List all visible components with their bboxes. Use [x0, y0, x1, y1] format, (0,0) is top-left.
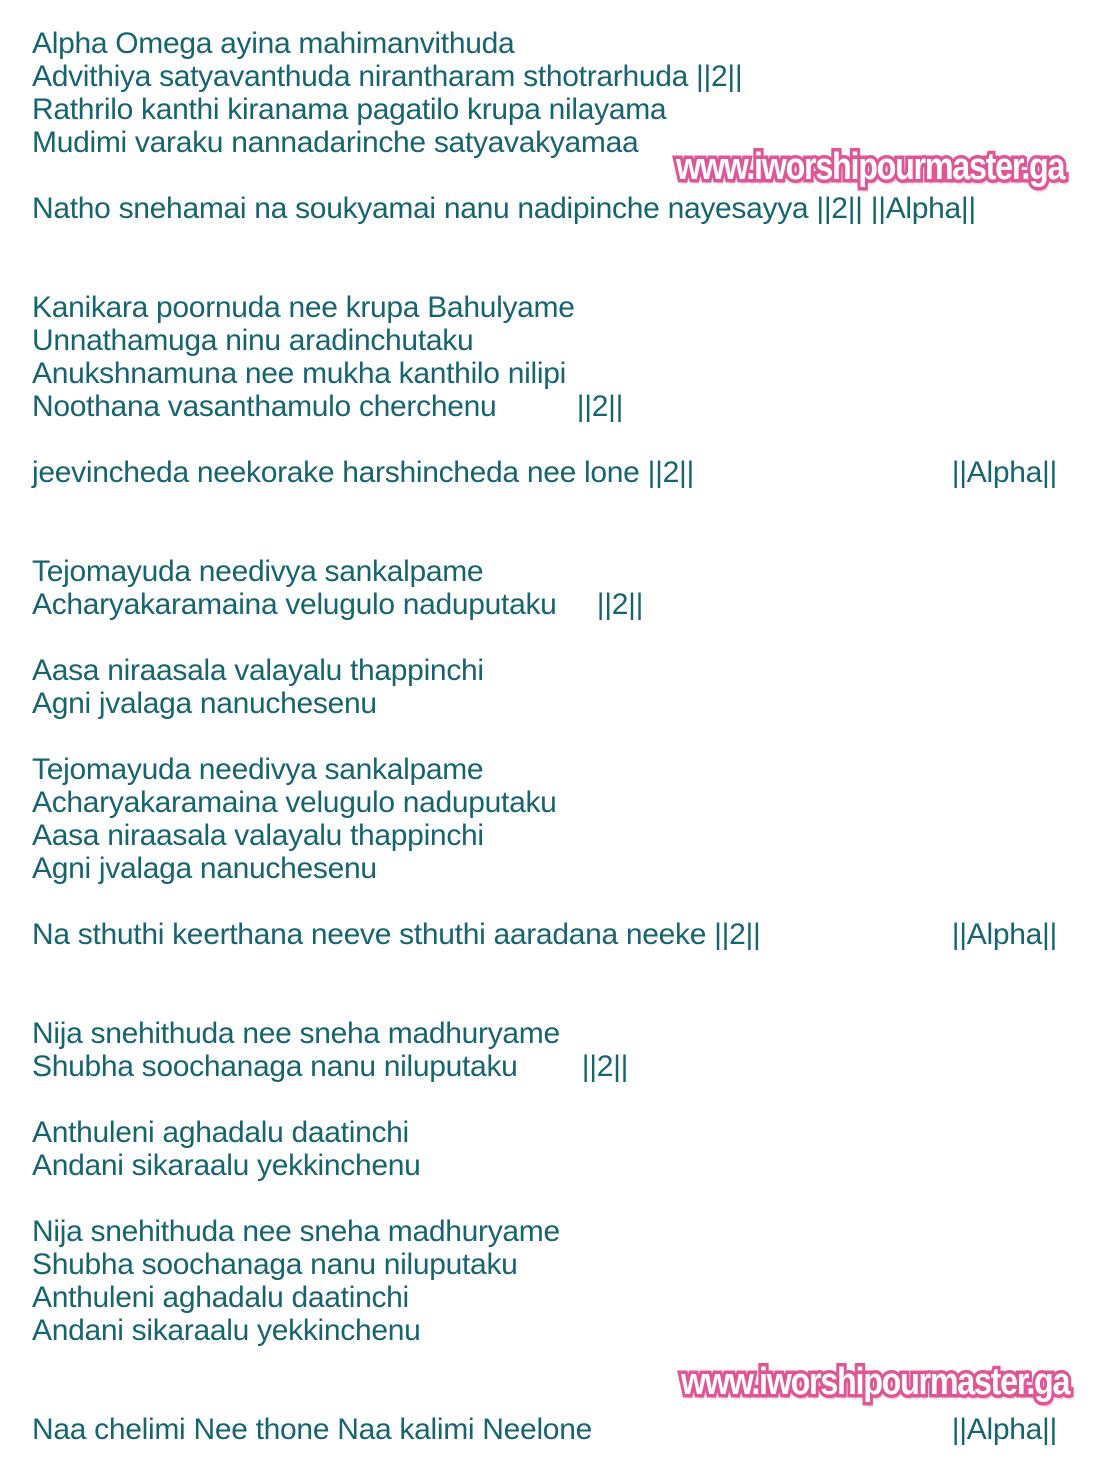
lyric-line-text: Noothana vasanthamulo cherchenu ||2||: [32, 390, 624, 423]
lyric-line: [32, 291, 1065, 324]
lyric-line: [32, 1215, 1065, 1248]
lyric-line: [32, 159, 1065, 192]
lyric-line: [32, 27, 1065, 60]
lyric-line: [32, 885, 1065, 918]
lyric-line-text: [32, 159, 40, 192]
lyric-line: [32, 588, 1065, 621]
lyric-line: [32, 1149, 1065, 1182]
lyric-line-text: Anthuleni aghadalu daatinchi: [32, 1281, 409, 1314]
lyric-line: [32, 258, 1065, 291]
lyric-line: [32, 324, 1065, 357]
lyric-line-text: Andani sikaraalu yekkinchenu: [32, 1314, 421, 1347]
lyric-line: [32, 819, 1065, 852]
lyric-line: [32, 1281, 1065, 1314]
lyric-line: [32, 126, 1065, 159]
lyric-line-text: Anthuleni aghadalu daatinchi: [32, 1116, 409, 1149]
lyric-line: [32, 720, 1065, 753]
lyric-line: [32, 225, 1065, 258]
lyric-line-text: [32, 1182, 40, 1215]
lyric-line: [32, 1380, 1065, 1413]
lyric-line-text: Agni jvalaga nanuchesenu: [32, 852, 377, 885]
lyric-line: [32, 555, 1065, 588]
lyric-line-text: Advithiya satyavanthuda nirantharam sthotrarhuda ||2||: [32, 60, 743, 93]
lyric-line: [32, 1413, 1065, 1446]
lyric-line: [32, 1050, 1065, 1083]
lyric-line: [32, 1017, 1065, 1050]
lyric-line: [32, 522, 1065, 555]
lyric-line: [32, 1347, 1065, 1380]
lyrics-lines: [32, 27, 1065, 1446]
lyric-line-text: Nija snehithuda nee sneha madhuryame: [32, 1215, 560, 1248]
lyric-line: [32, 1083, 1065, 1116]
lyric-line: [32, 984, 1065, 1017]
watermark-text: www.iworshipourmaster.ga www.iworshipourmaster.ga: [681, 1361, 1069, 1404]
lyric-line: [32, 654, 1065, 687]
lyric-line-text: Shubha soochanaga nanu niluputaku: [32, 1248, 518, 1281]
lyric-line: [32, 918, 1065, 951]
lyric-line-text: [32, 258, 40, 291]
lyric-line-text: [32, 1347, 40, 1380]
lyric-line: [32, 192, 1065, 225]
refrain-marker: ||Alpha||: [951, 918, 1057, 951]
lyric-line: [32, 786, 1065, 819]
lyric-line-text: Rathrilo kanthi kiranama pagatilo krupa nilayama: [32, 93, 667, 126]
lyric-line-text: [32, 1083, 40, 1116]
lyric-line-text: Tejomayuda needivya sankalpame: [32, 555, 484, 588]
lyric-line: [32, 753, 1065, 786]
lyric-line-text: Anukshnamuna nee mukha kanthilo nilipi: [32, 357, 566, 390]
lyric-line-text: Nija snehithuda nee sneha madhuryame: [32, 1017, 560, 1050]
lyric-line: [32, 390, 1065, 423]
lyric-line-text: [32, 489, 40, 522]
lyric-line-text: [32, 720, 40, 753]
lyric-line: [32, 423, 1065, 456]
lyric-line: [32, 456, 1065, 489]
lyric-line: [32, 489, 1065, 522]
lyric-line-text: Natho snehamai na soukyamai nanu nadipinche nayesayya ||2|| ||Alpha||: [32, 192, 976, 225]
refrain-marker: ||Alpha||: [951, 456, 1057, 489]
lyric-line: [32, 1248, 1065, 1281]
lyric-line-text: Acharyakaramaina velugulo naduputaku ||2||: [32, 588, 644, 621]
lyric-line-text: Mudimi varaku nannadarinche satyavakyamaa: [32, 126, 639, 159]
refrain-marker: ||Alpha||: [951, 1413, 1057, 1446]
lyric-line: [32, 1314, 1065, 1347]
lyric-line: [32, 951, 1065, 984]
lyric-line: [32, 687, 1065, 720]
lyric-line: [32, 93, 1065, 126]
lyric-line-text: Na sthuthi keerthana neeve sthuthi aaradana neeke ||2||: [32, 918, 761, 951]
lyric-line-text: Naa chelimi Nee thone Naa kalimi Neelone: [32, 1413, 592, 1446]
lyric-line-text: Kanikara poornuda nee krupa Bahulyame: [32, 291, 575, 324]
lyric-line-text: Aasa niraasala valayalu thappinchi: [32, 819, 484, 852]
lyric-line-text: Agni jvalaga nanuchesenu: [32, 687, 377, 720]
lyric-line-text: [32, 423, 40, 456]
lyric-line: [32, 621, 1065, 654]
lyric-line: [32, 1116, 1065, 1149]
lyric-line: [32, 1182, 1065, 1215]
lyric-line: [32, 60, 1065, 93]
lyric-line-text: Acharyakaramaina velugulo naduputaku: [32, 786, 557, 819]
lyric-line-text: Aasa niraasala valayalu thappinchi: [32, 654, 484, 687]
lyric-line-text: [32, 621, 40, 654]
lyric-line-text: Alpha Omega ayina mahimanvithuda: [32, 27, 515, 60]
lyric-line-text: [32, 984, 40, 1017]
lyric-line-text: [32, 522, 40, 555]
lyric-line-text: [32, 951, 40, 984]
lyric-line-text: Unnathamuga ninu aradinchutaku: [32, 324, 474, 357]
lyric-line-text: jeevincheda neekorake harshincheda nee lone ||2||: [32, 456, 694, 489]
lyric-line: [32, 357, 1065, 390]
lyric-line-text: [32, 225, 40, 258]
lyric-line-text: Tejomayuda needivya sankalpame: [32, 753, 484, 786]
watermark-text: www.iworshipourmaster.ga www.iworshipourmaster.ga: [676, 146, 1064, 189]
lyric-line-text: Shubha soochanaga nanu niluputaku ||2||: [32, 1050, 629, 1083]
lyric-line-text: Andani sikaraalu yekkinchenu: [32, 1149, 421, 1182]
lyric-line-text: [32, 885, 40, 918]
lyric-line: [32, 852, 1065, 885]
lyric-line-text: [32, 1380, 40, 1413]
